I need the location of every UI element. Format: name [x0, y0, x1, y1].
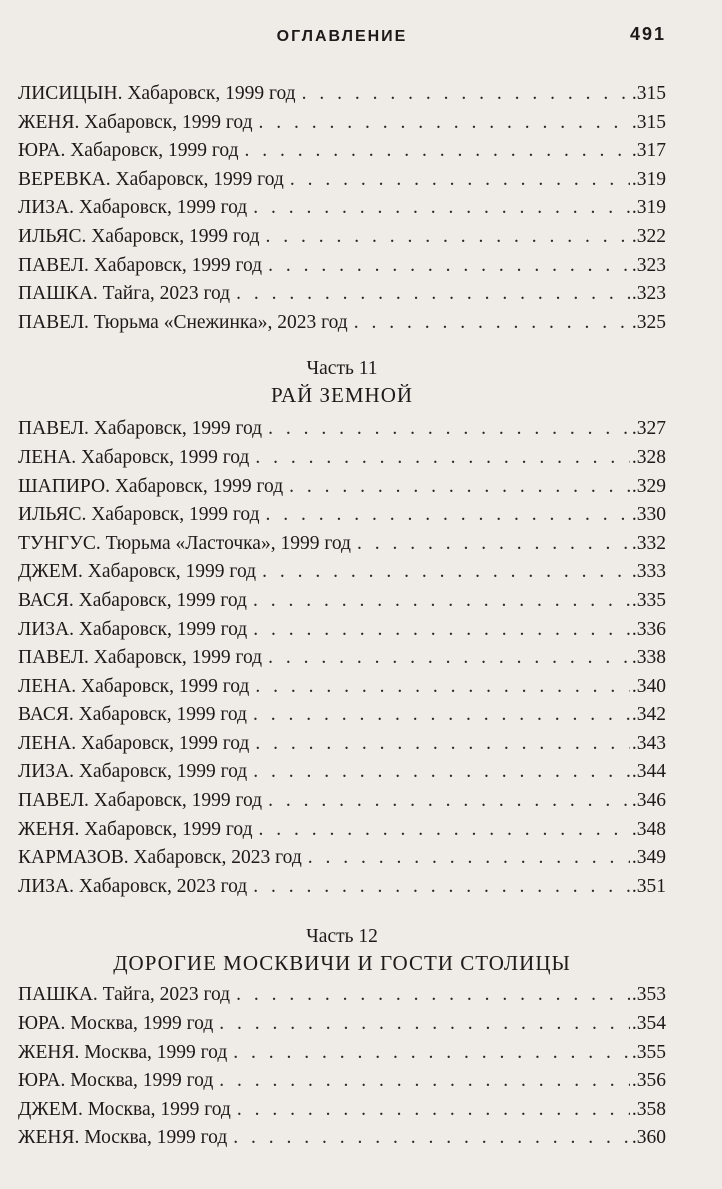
dot-leader — [253, 758, 630, 786]
page-header — [18, 0, 666, 80]
dot-leader — [255, 730, 630, 758]
toc-entry — [18, 730, 666, 759]
toc-entry — [18, 644, 666, 673]
toc-entry-title: ПАШКА. Тайга, 2023 год — [18, 283, 231, 305]
toc-entry-page: .355 — [631, 1041, 666, 1063]
part-label: Часть 11 — [306, 358, 378, 380]
toc-entry-page: .346 — [631, 790, 666, 812]
toc-entry-title: ЮРА. Хабаровск, 1999 год — [18, 140, 239, 162]
toc-entry-title: ЛИЗА. Хабаровск, 2023 год — [18, 875, 248, 897]
toc-entry — [18, 501, 666, 530]
toc-entry — [18, 415, 666, 444]
toc-entry-page: .354 — [631, 1013, 666, 1035]
dot-leader — [262, 558, 630, 586]
dot-leader — [268, 415, 630, 443]
toc-entry — [18, 873, 666, 902]
dot-leader — [236, 981, 630, 1009]
dot-leader — [290, 166, 630, 194]
toc-entry-title: ЖЕНЯ. Москва, 1999 год — [18, 1041, 228, 1063]
toc-entry-title: ЮРА. Москва, 1999 год — [18, 1013, 214, 1035]
toc-entry-page: .322 — [631, 225, 666, 247]
toc-entry — [18, 701, 666, 730]
toc-entry-page: .315 — [631, 111, 666, 133]
toc-entry — [18, 530, 666, 559]
toc-section-continued — [18, 80, 666, 337]
toc-entry-page: .349 — [631, 847, 666, 869]
dot-leader — [255, 444, 630, 472]
toc-entry-title: ШАПИРО. Хабаровск, 1999 год — [18, 475, 284, 497]
toc-entry — [18, 166, 666, 195]
toc-entry-title: ЖЕНЯ. Хабаровск, 1999 год — [18, 111, 253, 133]
part-title: ДОРОГИЕ МОСКВИЧИ И ГОСТИ СТОЛИЦЫ — [113, 951, 571, 976]
toc-entry-title: ЛИСИЦЫН. Хабаровск, 1999 год — [18, 83, 296, 104]
toc-entry — [18, 981, 666, 1010]
part-title: РАЙ ЗЕМНОЙ — [270, 383, 414, 408]
toc-entry-title: ПАВЕЛ. Хабаровск, 1999 год — [18, 254, 263, 276]
toc-entry-title: ИЛЬЯС. Хабаровск, 1999 год — [18, 225, 260, 247]
dot-leader — [266, 223, 630, 251]
toc-entry-page: .340 — [631, 675, 666, 697]
dot-leader — [354, 309, 630, 337]
toc-entry-page: .351 — [631, 875, 666, 897]
toc-entry-title: ВЕРЕВКА. Хабаровск, 1999 год — [18, 168, 284, 190]
part-11-heading — [18, 337, 666, 415]
part-12-heading — [18, 901, 666, 981]
toc-entry-title: ЛИЗА. Хабаровск, 1999 год — [18, 761, 248, 783]
toc-entry — [18, 309, 666, 338]
toc-entry-page: .317 — [631, 140, 666, 162]
toc-entry-page: .319 — [631, 197, 666, 219]
dot-leader — [233, 1124, 630, 1152]
toc-entry — [18, 473, 666, 502]
toc-entry — [18, 444, 666, 473]
toc-entry-title: ТУНГУС. Тюрьма «Ласточка», 1999 год — [18, 532, 351, 554]
dot-leader — [253, 616, 630, 644]
dot-leader — [266, 501, 630, 529]
toc-entry-title: ЛИЗА. Хабаровск, 1999 год — [18, 197, 248, 219]
toc-entry — [18, 109, 666, 138]
dot-leader — [253, 194, 630, 222]
toc-entry — [18, 787, 666, 816]
toc-entry-title: ПАВЕЛ. Хабаровск, 1999 год — [18, 647, 263, 669]
dot-leader — [245, 137, 630, 165]
toc-entry-page: .327 — [631, 418, 666, 440]
dot-leader — [289, 473, 630, 501]
toc-entry — [18, 1067, 666, 1096]
toc-entry-title: ЖЕНЯ. Хабаровск, 1999 год — [18, 818, 253, 840]
toc-entry-title: ДЖЕМ. Москва, 1999 год — [18, 1098, 231, 1120]
toc-entry-title: ЛЕНА. Хабаровск, 1999 год — [18, 732, 250, 754]
toc-entry-page: .328 — [631, 446, 666, 468]
toc-entry — [18, 1124, 666, 1153]
toc-entry-title: ЖЕНЯ. Москва, 1999 год — [18, 1127, 228, 1149]
toc-entry — [18, 80, 666, 109]
toc-entry-title: ПАВЕЛ. Хабаровск, 1999 год — [18, 418, 263, 440]
toc-entry-page: .333 — [631, 561, 666, 583]
toc-entry-title: ПАШКА. Тайга, 2023 год — [18, 984, 231, 1006]
toc-entry-title: ЛИЗА. Хабаровск, 1999 год — [18, 618, 248, 640]
page-number: 491 — [629, 24, 666, 44]
toc-entry — [18, 816, 666, 845]
toc-entry — [18, 223, 666, 252]
running-title: ОГЛАВЛЕНИЕ — [276, 28, 408, 45]
dot-leader — [302, 80, 630, 108]
toc-entry-page: .348 — [631, 818, 666, 840]
toc-entry-page: .332 — [631, 532, 666, 554]
toc-entry-page: .343 — [631, 732, 666, 754]
toc-entry-title: ЛЕНА. Хабаровск, 1999 год — [18, 446, 250, 468]
toc-entry-title: ДЖЕМ. Хабаровск, 1999 год — [18, 561, 257, 583]
toc-entry-title: ИЛЬЯС. Хабаровск, 1999 год — [18, 504, 260, 526]
toc-entry-page: .344 — [631, 761, 666, 783]
toc-part-12 — [18, 981, 666, 1153]
toc-entry-title: ПАВЕЛ. Хабаровск, 1999 год — [18, 790, 263, 812]
toc-entry-page: .335 — [631, 589, 666, 611]
dot-leader — [357, 530, 630, 558]
toc-entry-title: ВАСЯ. Хабаровск, 1999 год — [18, 704, 247, 726]
toc-entry — [18, 844, 666, 873]
toc-entry — [18, 1039, 666, 1068]
toc-entry-page: .330 — [631, 504, 666, 526]
toc-entry-page: .342 — [631, 704, 666, 726]
toc-entry-title: ЮРА. Москва, 1999 год — [18, 1070, 214, 1092]
dot-leader — [268, 252, 630, 280]
dot-leader — [255, 673, 630, 701]
toc-entry-page: .360 — [631, 1127, 666, 1149]
dot-leader — [268, 644, 630, 672]
dot-leader — [236, 280, 630, 308]
toc-entry-title: ПАВЕЛ. Тюрьма «Снежинка», 2023 год — [18, 311, 348, 333]
toc-entry-title: КАРМАЗОВ. Хабаровск, 2023 год — [18, 847, 302, 869]
dot-leader — [253, 873, 630, 901]
toc-entry-page: .319 — [631, 168, 666, 190]
toc-entry-page: .323 — [631, 283, 666, 305]
dot-leader — [259, 109, 630, 137]
toc-entry-page: .338 — [631, 647, 666, 669]
toc-entry — [18, 137, 666, 166]
toc-part-11 — [18, 415, 666, 901]
dot-leader — [268, 787, 630, 815]
toc-entry-page: .353 — [631, 984, 666, 1006]
toc-entry — [18, 252, 666, 281]
toc-entry — [18, 1010, 666, 1039]
part-label: Часть 12 — [306, 926, 378, 948]
toc-entry — [18, 616, 666, 645]
toc-entry — [18, 587, 666, 616]
toc-entry — [18, 558, 666, 587]
toc-entry-page: .356 — [631, 1070, 666, 1092]
toc-entry — [18, 758, 666, 787]
toc-entry-page: .315 — [631, 83, 666, 104]
toc-entry-title: ВАСЯ. Хабаровск, 1999 год — [18, 589, 247, 611]
dot-leader — [253, 701, 630, 729]
toc-entry — [18, 194, 666, 223]
dot-leader — [219, 1067, 630, 1095]
toc-entry-title: ЛЕНА. Хабаровск, 1999 год — [18, 675, 250, 697]
dot-leader — [259, 816, 630, 844]
dot-leader — [308, 844, 630, 872]
dot-leader — [253, 587, 630, 615]
toc-entry-page: .336 — [631, 618, 666, 640]
toc-entry-page: .325 — [631, 311, 666, 333]
toc-entry — [18, 1096, 666, 1125]
toc-entry-page: .329 — [631, 475, 666, 497]
toc-entry-page: .323 — [631, 254, 666, 276]
toc-entry — [18, 280, 666, 309]
toc-entry-page: .358 — [631, 1098, 666, 1120]
toc-entry — [18, 673, 666, 702]
dot-leader — [219, 1010, 630, 1038]
dot-leader — [237, 1096, 630, 1124]
dot-leader — [233, 1039, 630, 1067]
